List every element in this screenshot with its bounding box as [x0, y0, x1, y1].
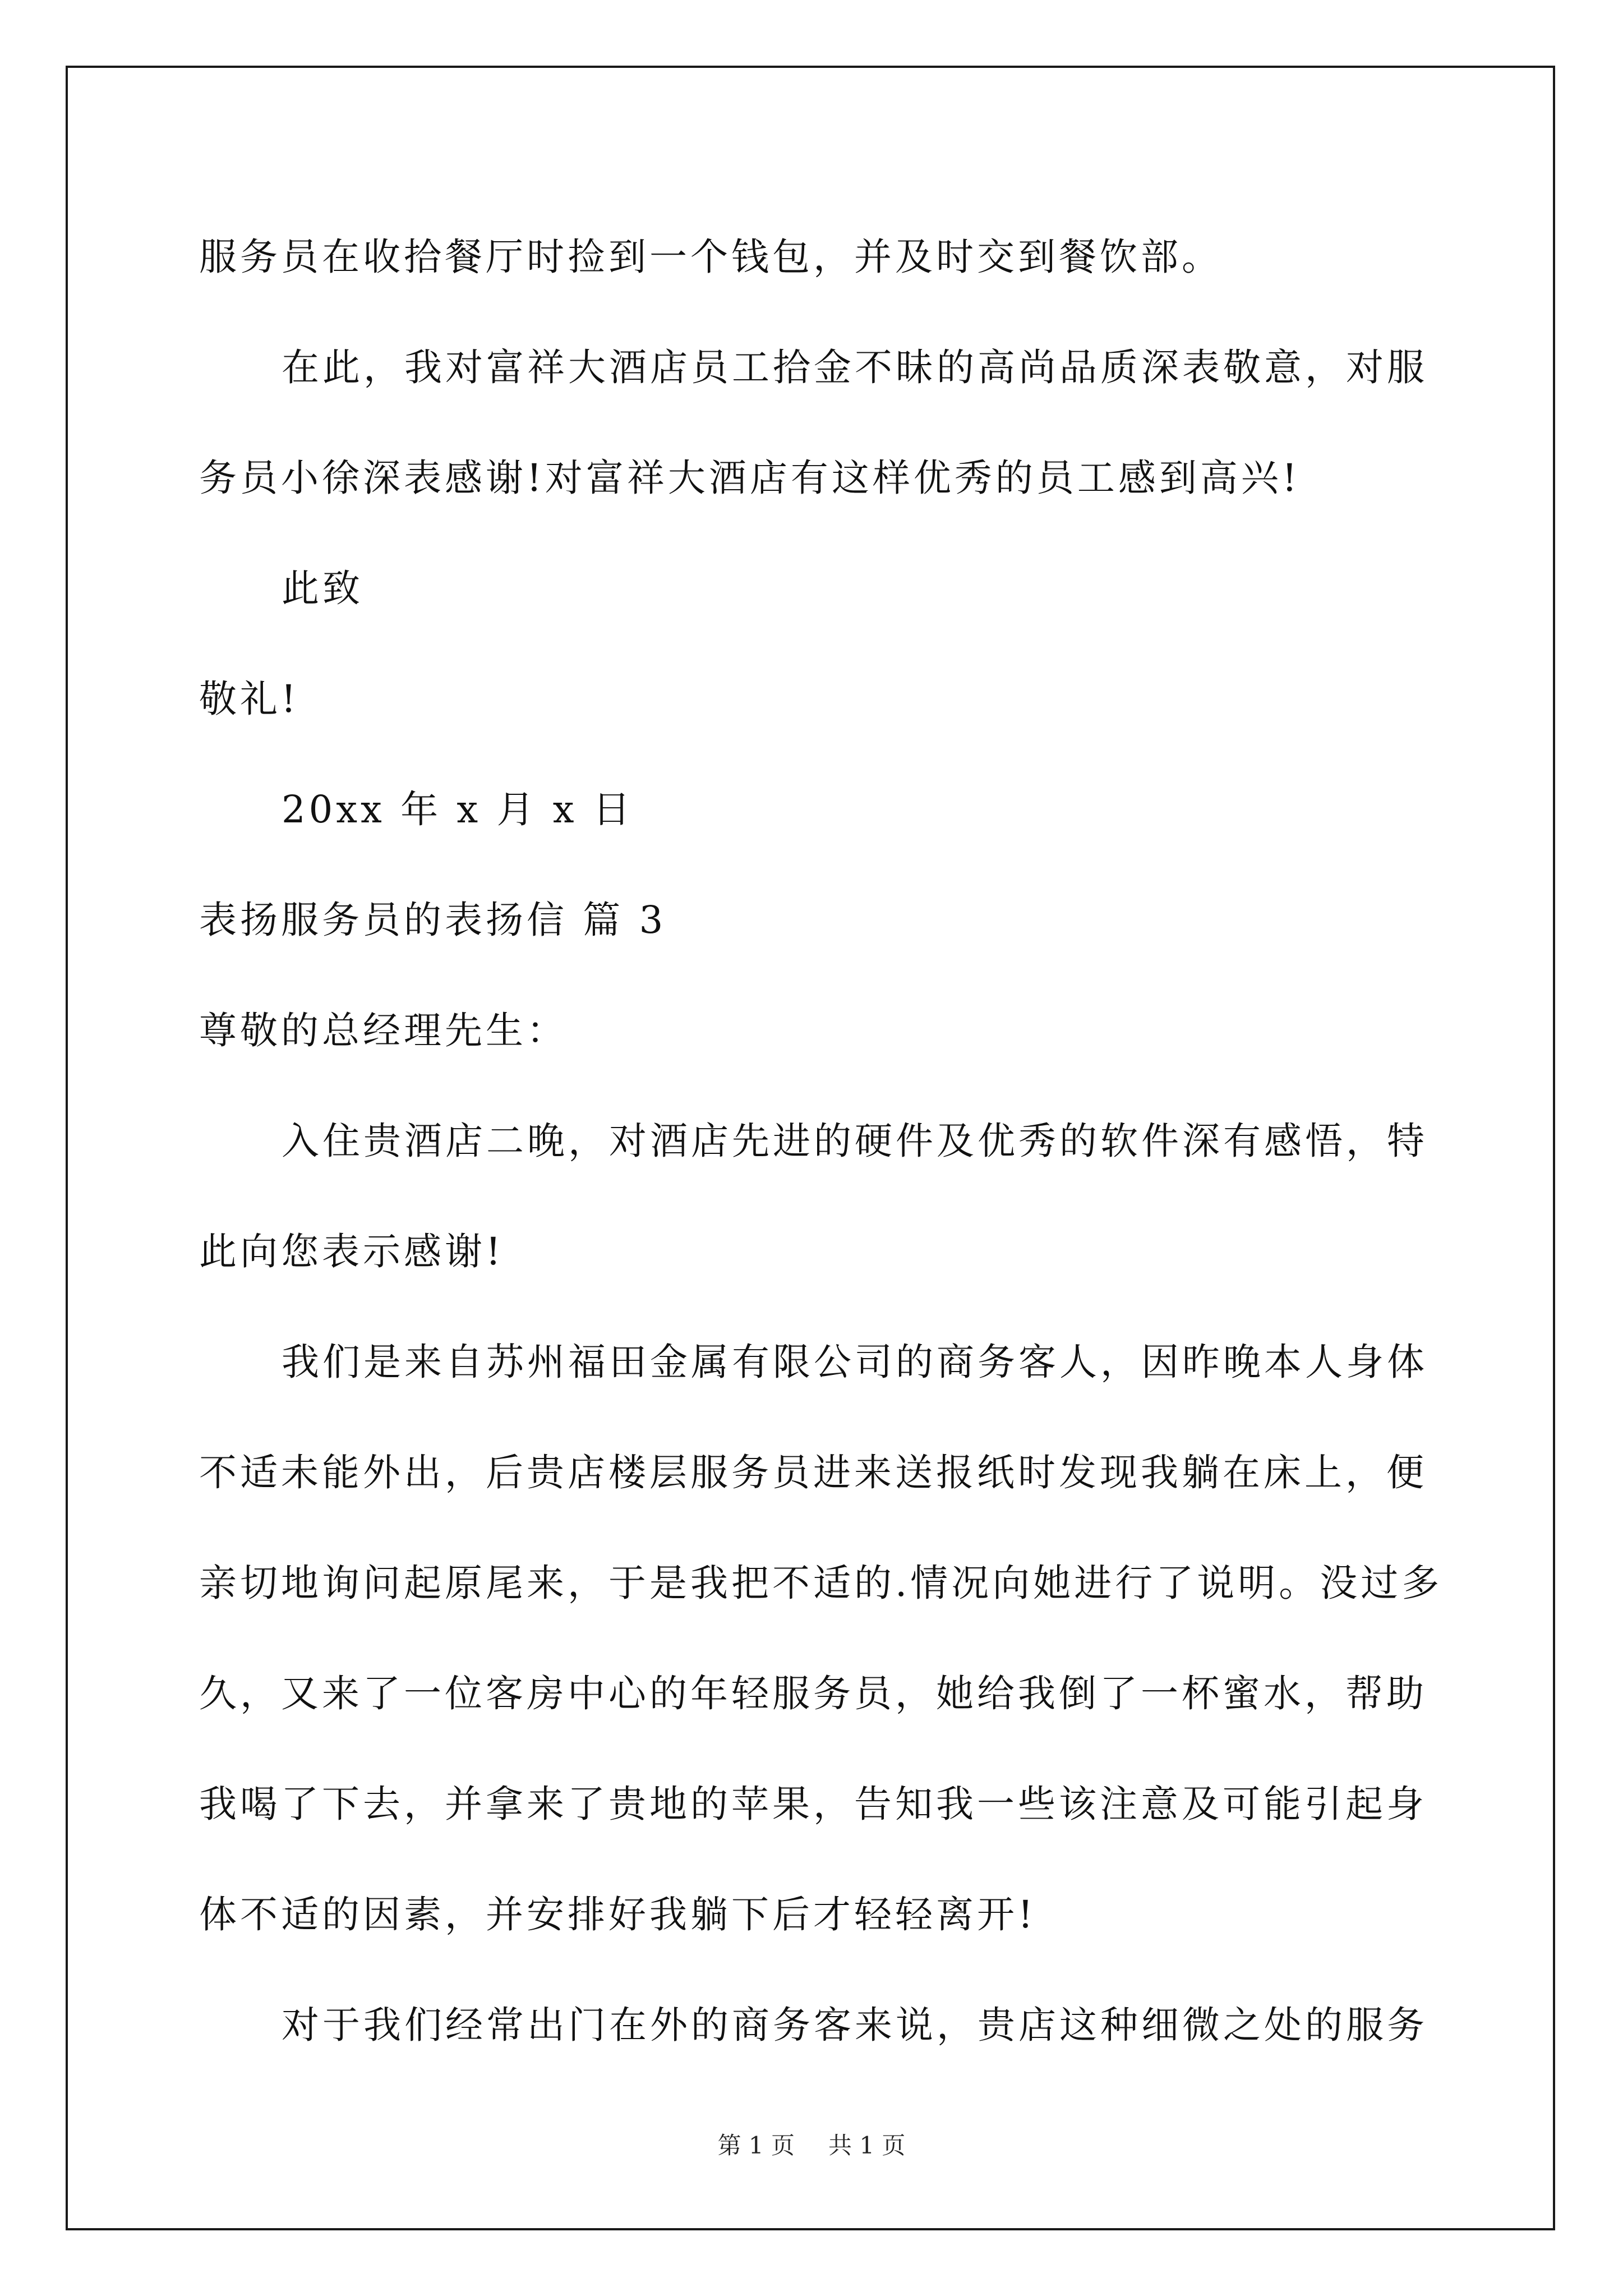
text-line: 20xx 年 x 月 x 日	[282, 788, 634, 831]
text-line: 不适未能外出，后贵店楼层服务员进来送报纸时发现我躺在床上，便	[199, 1451, 1427, 1494]
text-line: 在此，我对富祥大酒店员工拾金不昧的高尚品质深表敬意，对服	[282, 346, 1428, 389]
text-line: 体不适的因素，并安排好我躺下后才轻轻离开!	[199, 1893, 1036, 1936]
page-footer	[0, 2129, 1623, 2162]
text-line: 此致	[282, 567, 363, 610]
text-line: 服务员在收拾餐厅时捡到一个钱包，并及时交到餐饮部。	[199, 235, 1223, 279]
text-line: 亲切地询问起原尾来，于是我把不适的.情况向她进行了说明。没过多	[199, 1561, 1443, 1605]
text-line: 入住贵酒店二晚，对酒店先进的硬件及优秀的软件深有感悟，特	[282, 1119, 1428, 1163]
text-line: 敬礼!	[199, 677, 299, 721]
text-line: 我喝了下去，并拿来了贵地的苹果，告知我一些该注意及可能引起身	[199, 1782, 1427, 1826]
document-body	[199, 202, 1443, 2081]
text-line: 尊敬的总经理先生：	[199, 1009, 568, 1052]
page-number: 第 1 页	[717, 2132, 795, 2159]
text-line: 我们是来自苏州福田金属有限公司的商务客人，因昨晚本人身体	[282, 1340, 1428, 1384]
text-line: 久，又来了一位客房中心的年轻服务员，她给我倒了一杯蜜水，帮助	[199, 1672, 1427, 1715]
text-line: 此向您表示感谢!	[199, 1230, 504, 1273]
section-heading: 表扬服务员的表扬信 篇 3	[199, 898, 667, 942]
text-line: 对于我们经常出门在外的商务客来说，贵店这种细微之处的服务	[282, 2003, 1428, 2047]
page-total: 共 1 页	[828, 2132, 906, 2159]
text-line: 务员小徐深表感谢!对富祥大酒店有这样优秀的员工感到高兴!	[199, 456, 1301, 500]
